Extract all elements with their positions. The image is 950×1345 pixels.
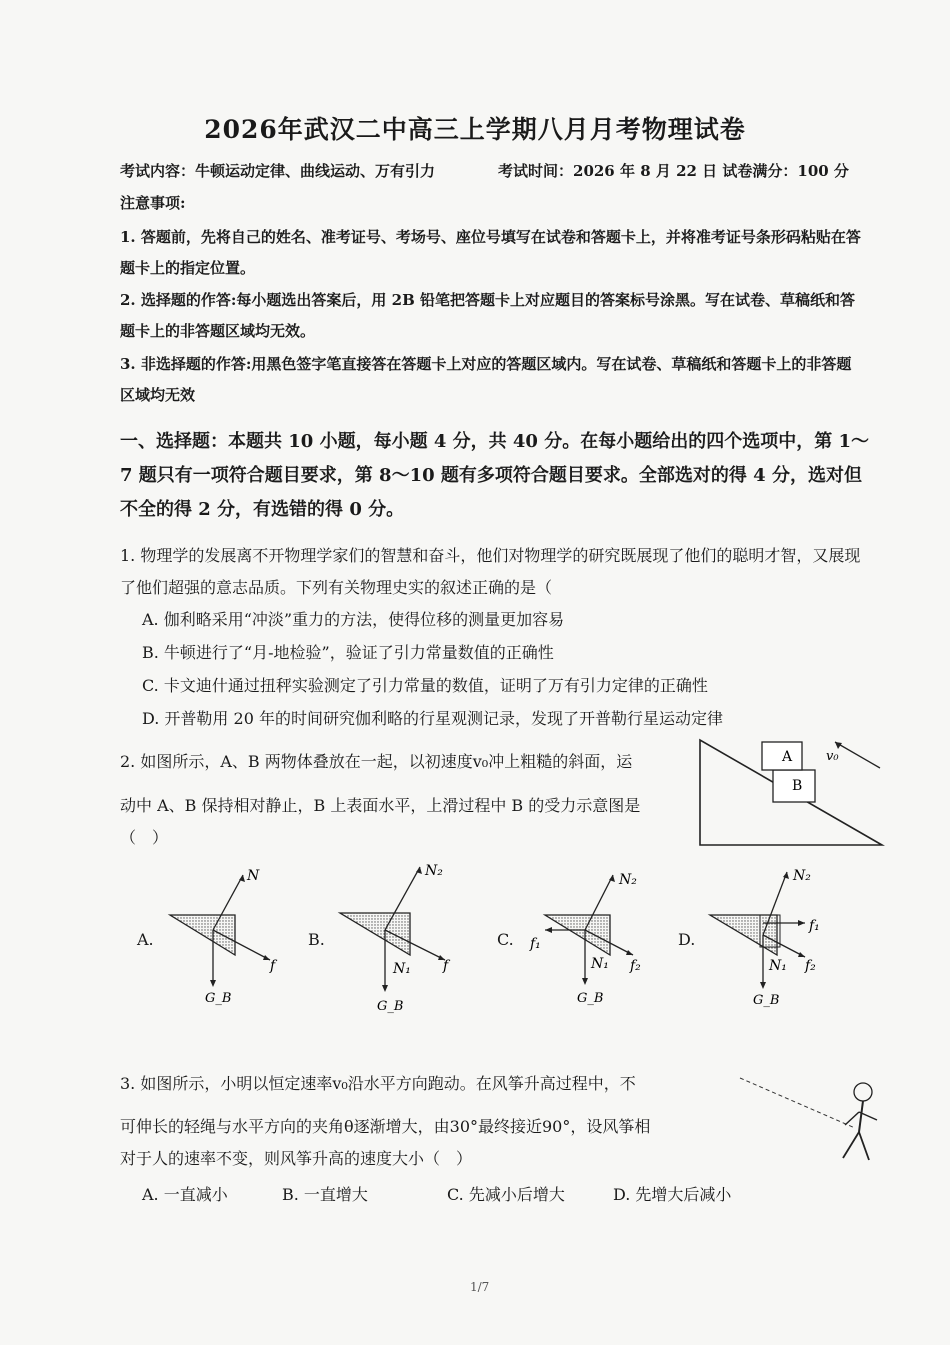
notes-heading: 注意事项: xyxy=(120,194,186,212)
note-item-3: 3. 非选择题的作答:用黑色签字笔直接答在答题卡上对应的答题区域内。写在试卷、草稿纸和答题卡上的非答题区域均无效 xyxy=(120,355,852,404)
question-2-stem-3: （ ） xyxy=(120,828,169,847)
question-1-stem: 1. 物理学的发展离不开物理学家们的智慧和奋斗，他们对物理学的研究既展现了他们的聪明才智，又展现了他们超强的意志品质。下列有关物理史实的叙述正确的是（ xyxy=(120,546,861,597)
force-diagram-c xyxy=(525,860,655,1010)
question-3-option-d: D. 先增大后减小 xyxy=(613,1185,732,1204)
kite-runner-figure xyxy=(735,1070,885,1170)
diagram-a-n: N xyxy=(247,868,260,884)
exam-time-score: 考试时间：2026 年 8 月 22 日 试卷满分：100 分 xyxy=(498,162,849,180)
diagram-a-g: G_B xyxy=(205,991,232,1006)
question-3-option-a: A. 一直减小 xyxy=(142,1185,228,1204)
diagram-b-n2: N₂ xyxy=(425,863,443,879)
page-title: 2026年武汉二中高三上学期八月月考物理试卷 xyxy=(204,115,746,144)
velocity-label: v₀ xyxy=(826,749,839,764)
exam-info xyxy=(120,160,849,181)
diagram-d-n1: N₁ xyxy=(769,958,787,974)
diagram-b-n1: N₁ xyxy=(393,961,411,977)
question-3-stem-1: 3. 如图所示，小明以恒定速率v₀沿水平方向跑动。在风筝升高过程中，不 xyxy=(120,1074,636,1093)
incline-figure xyxy=(690,730,890,855)
diagram-label-d: D. xyxy=(678,930,696,949)
question-1-option-b: B. 牛顿进行了“月-地检验”，验证了引力常量数值的正确性 xyxy=(142,643,554,662)
page-number: 1/7 xyxy=(470,1280,490,1294)
force-diagram-d xyxy=(705,860,845,1010)
note-item-1: 1. 答题前，先将自己的姓名、准考证号、考场号、座位号填写在试卷和答题卡上，并将准考证号条形码粘贴在答题卡上的指定位置。 xyxy=(120,228,861,277)
diagram-b-g: G_B xyxy=(377,999,404,1014)
diagram-c-f1: f₁ xyxy=(530,936,541,952)
velocity-arrow xyxy=(835,742,880,768)
block-a-label: A xyxy=(782,749,793,765)
diagram-a-f: f xyxy=(270,958,276,974)
force-diagram-a xyxy=(165,860,285,1010)
diagram-d-g: G_B xyxy=(753,993,780,1008)
diagram-label-a: A. xyxy=(137,930,154,949)
block-b-label: B xyxy=(792,778,803,794)
question-1-option-d: D. 开普勒用 20 年的时间研究伽利略的行星观测记录，发现了开普勒行星运动定律 xyxy=(142,709,723,728)
diagram-c-f2: f₂ xyxy=(630,958,641,974)
diagram-label-c: C. xyxy=(497,930,514,949)
question-1-option-c: C. 卡文迪什通过扭秤实验测定了引力常量的数值，证明了万有引力定律的正确性 xyxy=(142,676,708,695)
diagram-b-f: f xyxy=(443,958,449,974)
diagram-c-n2: N₂ xyxy=(619,872,637,888)
diagram-c-n1: N₁ xyxy=(591,956,609,972)
exam-content: 考试内容：牛顿运动定律、曲线运动、万有引力 xyxy=(120,162,436,180)
diagram-c-g: G_B xyxy=(577,991,604,1006)
question-3-option-b: B. 一直增大 xyxy=(282,1185,368,1204)
question-1-option-a: A. 伽利略采用“冲淡”重力的方法，使得位移的测量更加容易 xyxy=(142,610,565,629)
force-diagram-b xyxy=(335,855,465,1015)
question-3-stem-3: 对于人的速率不变，则风筝升高的速度大小（ ） xyxy=(120,1149,473,1168)
note-item-2: 2. 选择题的作答:每小题选出答案后，用 2B 铅笔把答题卡上对应题目的答案标号涂黑。写在试卷、草稿纸和答题卡上的非答题区域均无效。 xyxy=(120,291,855,340)
kite-string xyxy=(740,1078,855,1128)
question-2-stem-2: 动中 A、B 保持相对静止，B 上表面水平，上滑过程中 B 的受力示意图是 xyxy=(120,796,641,815)
diagram-d-n2: N₂ xyxy=(793,868,811,884)
question-2-stem-1: 2. 如图所示，A、B 两物体叠放在一起，以初速度v₀冲上粗糙的斜面，运 xyxy=(120,752,633,771)
diagram-d-f2: f₂ xyxy=(805,958,816,974)
runner-head xyxy=(854,1083,872,1101)
question-3-stem-2: 可伸长的轻绳与水平方向的夹角θ逐渐增大，由30°最终接近90°，设风筝相 xyxy=(120,1117,651,1136)
question-3-option-c: C. 先减小后增大 xyxy=(447,1185,565,1204)
section-heading: 一、选择题：本题共 10 小题，每小题 4 分，共 40 分。在每小题给出的四个选项中，第 1～7 题只有一项符合题目要求，第 8～10 题有多项符合题目要求。全部选对的得 4 分，选对但不全的得 2 分，有选错的得 0 分。 xyxy=(120,431,870,520)
diagram-label-b: B. xyxy=(308,930,325,949)
diagram-d-f1: f₁ xyxy=(809,918,820,934)
